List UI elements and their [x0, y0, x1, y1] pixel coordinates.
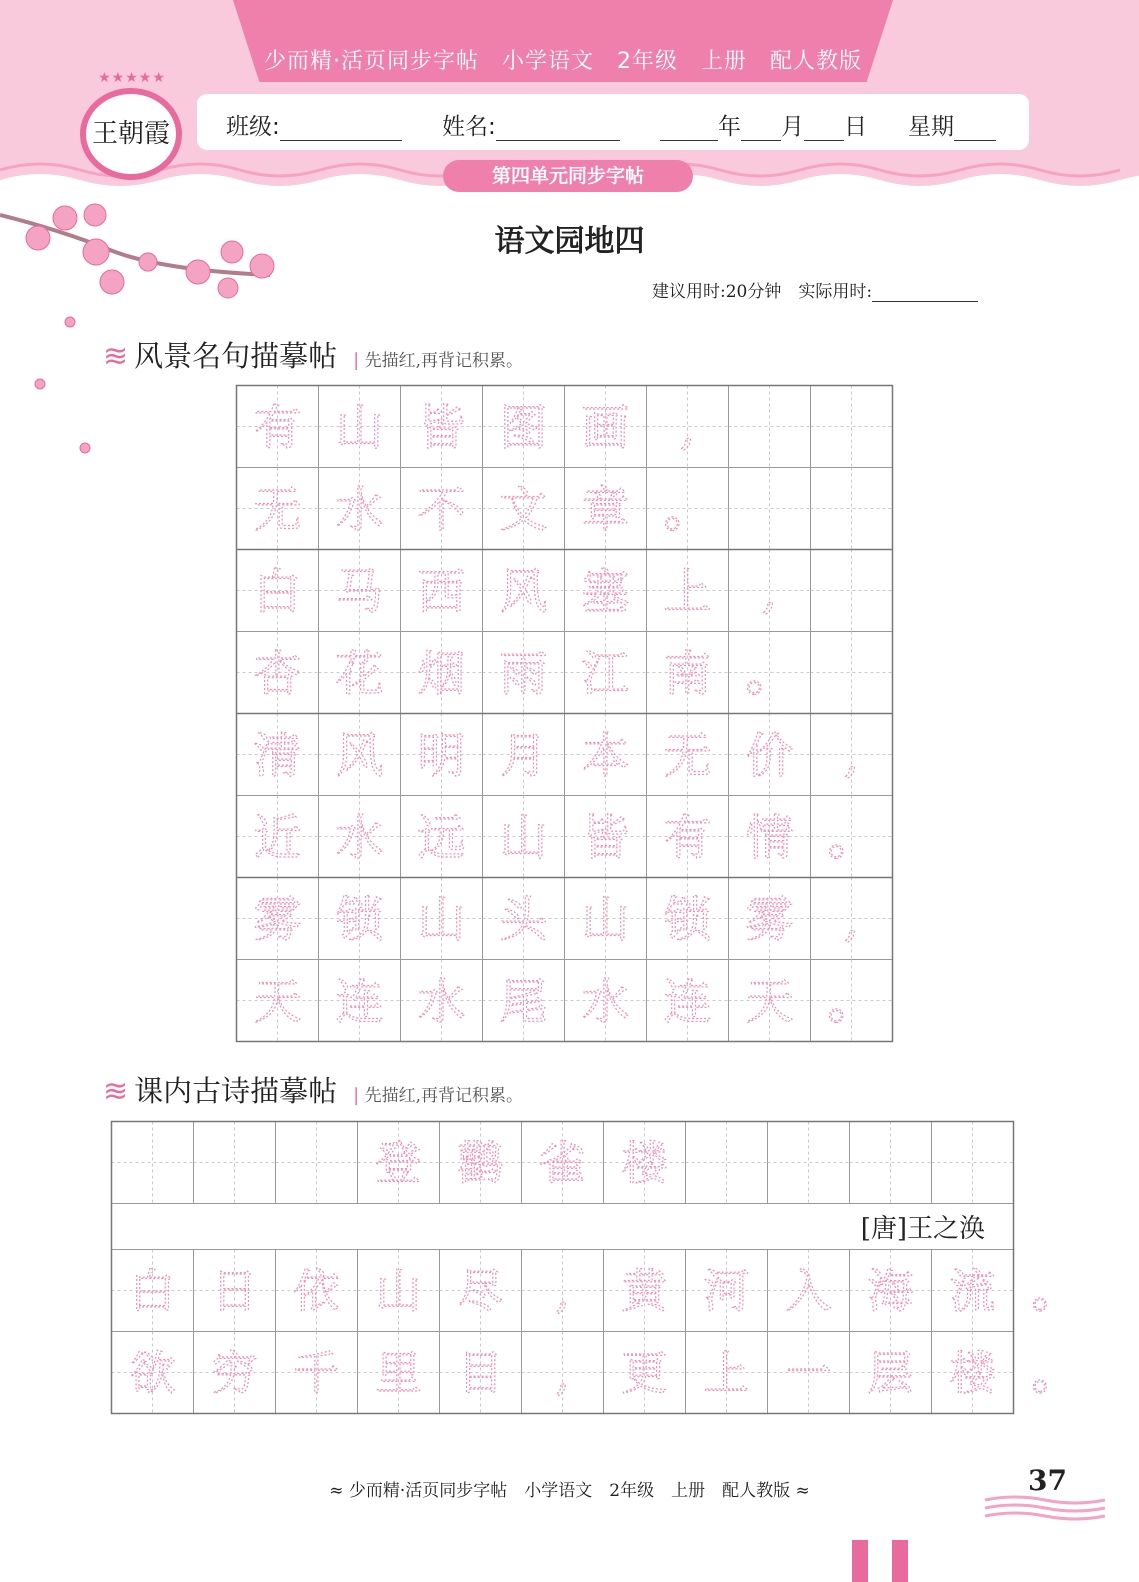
trace-char[interactable]: 西 [417, 563, 466, 620]
trace-char[interactable]: 情 [745, 809, 794, 866]
trace-char[interactable]: 流 [949, 1264, 996, 1319]
trace-char[interactable]: 无 [253, 481, 302, 538]
trace-char[interactable]: 尾 [499, 973, 548, 1030]
trace-char[interactable]: 塞 [581, 563, 630, 620]
trace-char[interactable]: , [843, 891, 860, 948]
trace-char[interactable]: 更 [621, 1346, 668, 1401]
class-field[interactable]: 班级: [226, 108, 402, 141]
trace-char[interactable]: 锁 [335, 891, 384, 948]
trace-char[interactable]: 南 [663, 645, 712, 702]
weekday-field[interactable]: 星期 [908, 108, 996, 141]
trace-char[interactable]: , [555, 1346, 570, 1401]
trace-char[interactable]: 近 [253, 809, 302, 866]
trace-char[interactable]: 尽 [457, 1264, 504, 1319]
trace-char[interactable]: 目 [457, 1346, 504, 1401]
trace-char[interactable]: 风 [335, 727, 384, 784]
scenery-practice-grid [236, 385, 894, 1043]
trace-char[interactable]: 有 [253, 399, 302, 456]
trace-char[interactable]: 一 [785, 1346, 832, 1401]
trace-char[interactable]: 江 [581, 645, 630, 702]
trace-char[interactable]: 文 [499, 481, 548, 538]
trace-char[interactable]: 。 [1031, 1264, 1078, 1319]
trace-char[interactable]: 日 [211, 1264, 258, 1319]
trace-char[interactable]: 画 [581, 399, 630, 456]
name-field[interactable]: 姓名: [442, 108, 620, 141]
poem-practice-grid [111, 1121, 1078, 1415]
trace-char[interactable]: 本 [581, 727, 630, 784]
trace-char[interactable]: 水 [417, 973, 466, 1030]
trace-char[interactable]: 明 [417, 727, 466, 784]
trace-char[interactable]: 千 [293, 1346, 340, 1401]
trace-char[interactable]: 楼 [949, 1346, 996, 1401]
trace-char[interactable]: 皆 [581, 809, 630, 866]
trace-char[interactable]: 连 [663, 973, 712, 1030]
trace-char[interactable]: 风 [499, 563, 548, 620]
trace-char[interactable]: 雾 [253, 891, 302, 948]
trace-char[interactable]: 河 [703, 1264, 750, 1319]
trace-char[interactable]: 里 [375, 1346, 422, 1401]
page-number: 37 [1028, 1464, 1067, 1497]
trace-char[interactable]: 头 [499, 891, 548, 948]
trace-char[interactable]: 雀 [539, 1136, 586, 1191]
trace-char[interactable]: 图 [499, 399, 548, 456]
trace-char[interactable]: 入 [785, 1264, 832, 1319]
edge-tab [892, 1540, 908, 1582]
trace-char[interactable]: 皆 [417, 399, 466, 456]
trace-char[interactable]: 。 [1031, 1346, 1078, 1401]
trace-char[interactable]: 雨 [499, 645, 548, 702]
trace-char[interactable]: 欲 [129, 1346, 176, 1401]
trace-char[interactable]: 穷 [211, 1346, 258, 1401]
trace-char[interactable]: 烟 [417, 645, 466, 702]
banner-text: 少而精·活页同步字帖 小学语文 2年级 上册 配人教版 [264, 49, 862, 74]
wave-icon: ≋ [103, 339, 129, 374]
trace-char[interactable]: 水 [335, 809, 384, 866]
trace-char[interactable]: 清 [253, 727, 302, 784]
wave-icon: ≋ [103, 1074, 129, 1109]
trace-char[interactable]: 楼 [621, 1136, 668, 1191]
trace-char[interactable]: 。 [827, 973, 876, 1030]
trace-char[interactable]: 天 [253, 973, 302, 1030]
trace-char[interactable]: 。 [745, 645, 794, 702]
trace-char[interactable]: 锁 [663, 891, 712, 948]
trace-char[interactable]: 水 [581, 973, 630, 1030]
trace-char[interactable]: 雾 [745, 891, 794, 948]
trace-char[interactable]: , [761, 563, 778, 620]
footer: ≈ 少而精·活页同步字帖 小学语文 2年级 上册 配人教版 ≈ [329, 1481, 810, 1501]
trace-char[interactable]: 。 [663, 481, 712, 538]
date-field[interactable]: 年 月 日 [660, 108, 867, 141]
trace-char[interactable]: 无 [663, 727, 712, 784]
trace-char[interactable]: 山 [375, 1264, 422, 1319]
unit-tag: 第四单元同步字帖 [443, 160, 693, 192]
trace-char[interactable]: 章 [581, 481, 630, 538]
trace-char[interactable]: 价 [745, 727, 794, 784]
trace-char[interactable]: 杏 [253, 645, 302, 702]
poem-author: [唐]王之涣 [860, 1214, 985, 1244]
trace-char[interactable]: 海 [867, 1264, 914, 1319]
trace-char[interactable]: 上 [663, 563, 712, 620]
trace-char[interactable]: 山 [335, 399, 384, 456]
logo-stars-icon: ★★★★★ [98, 70, 166, 86]
trace-char[interactable]: 山 [417, 891, 466, 948]
trace-char[interactable]: 月 [499, 727, 548, 784]
trace-char[interactable]: 上 [703, 1346, 750, 1401]
section2-header: ≋ 课内古诗描摹帖 | 先描红,再背记积累。 [103, 1074, 524, 1109]
time-info[interactable]: 建议用时:20分钟 实际用时: [652, 277, 978, 302]
trace-char[interactable]: 山 [499, 809, 548, 866]
trace-char[interactable]: 有 [663, 809, 712, 866]
trace-char[interactable]: 天 [745, 973, 794, 1030]
trace-char[interactable]: 层 [867, 1346, 914, 1401]
trace-char[interactable]: , [679, 399, 696, 456]
trace-char[interactable]: 远 [417, 809, 466, 866]
trace-char[interactable]: 。 [827, 809, 876, 866]
trace-char[interactable]: 水 [335, 481, 384, 538]
trace-char[interactable]: 黄 [621, 1264, 668, 1319]
trace-char[interactable]: 连 [335, 973, 384, 1030]
trace-char[interactable]: 登 [375, 1136, 422, 1191]
edge-tab [852, 1540, 868, 1582]
trace-char[interactable]: , [555, 1264, 570, 1319]
trace-char[interactable]: 不 [417, 481, 466, 538]
trace-char[interactable]: , [843, 727, 860, 784]
section1-header: ≋ 风景名句描摹帖 | 先描红,再背记积累。 [103, 339, 524, 374]
logo-name: 王朝霞 [91, 119, 170, 149]
trace-char[interactable]: 依 [293, 1264, 340, 1319]
trace-char[interactable]: 白 [129, 1264, 176, 1319]
trace-char[interactable]: 花 [335, 645, 384, 702]
trace-char[interactable]: 白 [253, 563, 302, 620]
trace-char[interactable]: 马 [335, 563, 384, 620]
trace-char[interactable]: 鹳 [457, 1136, 504, 1191]
page-title: 语文园地四 [494, 224, 645, 259]
trace-char[interactable]: 山 [581, 891, 630, 948]
